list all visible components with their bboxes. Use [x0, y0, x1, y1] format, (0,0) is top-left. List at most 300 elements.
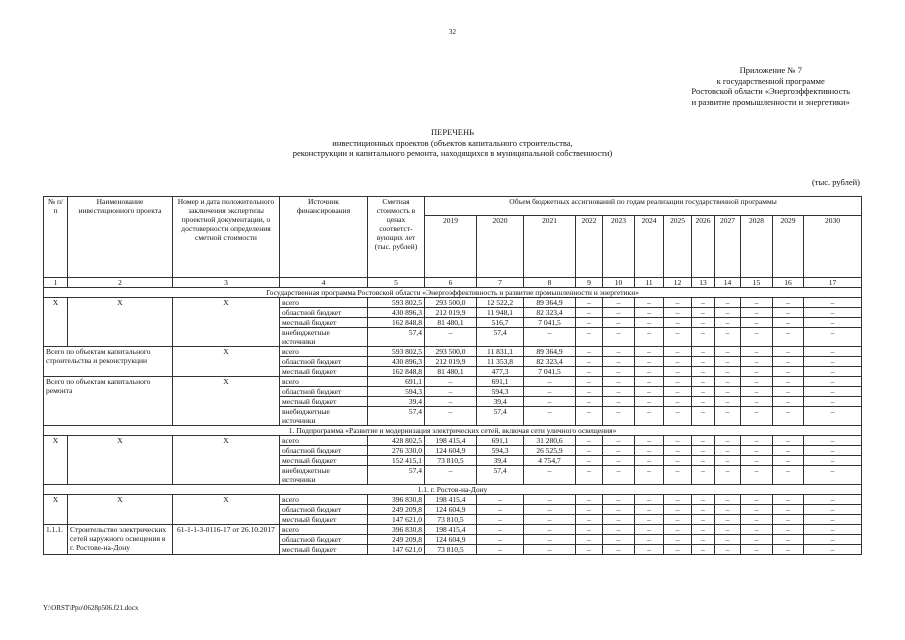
column-number: 3 [173, 278, 280, 288]
year-value: – [635, 495, 664, 505]
year-value: – [576, 545, 603, 555]
year-value: – [425, 466, 477, 485]
year-value: – [715, 545, 741, 555]
year-value: – [741, 377, 773, 387]
year-value: – [773, 515, 804, 525]
year-value: – [715, 456, 741, 466]
year-value: – [524, 535, 576, 545]
year-value: – [804, 436, 862, 446]
year-value: – [692, 318, 715, 328]
year-value: – [603, 397, 635, 407]
expert-conclusion: Х [173, 298, 280, 347]
page-number: 32 [449, 28, 456, 36]
year-value: – [741, 367, 773, 377]
year-value: – [804, 377, 862, 387]
project-name: Всего по объектам капитального строительства и реконструкции [44, 347, 173, 377]
header-name: Наименование инвестиционного проекта [68, 197, 173, 278]
year-value: 73 810,5 [425, 515, 477, 525]
year-value: – [804, 357, 862, 367]
year-value: – [773, 545, 804, 555]
year-value: – [524, 397, 576, 407]
year-value: – [773, 367, 804, 377]
column-number: 14 [715, 278, 741, 288]
column-number: 11 [635, 278, 664, 288]
year-value: – [741, 347, 773, 357]
year-value: 293 500,0 [425, 298, 477, 308]
year-value: 82 323,4 [524, 357, 576, 367]
year-value: – [635, 515, 664, 525]
table-row [44, 377, 862, 387]
year-value: – [425, 407, 477, 426]
year-value: – [715, 357, 741, 367]
year-value: 212 019,9 [425, 357, 477, 367]
section-heading-row [44, 288, 862, 298]
year-value: – [524, 545, 576, 555]
year-value: 26 525,9 [524, 446, 576, 456]
year-value: – [524, 515, 576, 525]
appendix-line: Ростовской области «Энергоэффективность [691, 86, 850, 96]
year-value: – [804, 535, 862, 545]
year-value: – [804, 456, 862, 466]
year-value: 12 522,2 [477, 298, 524, 308]
column-number: 2 [68, 278, 173, 288]
year-value: – [804, 446, 862, 456]
year-value: – [603, 328, 635, 347]
year-value: – [603, 387, 635, 397]
header-year: 2020 [477, 216, 524, 278]
table-row [44, 525, 862, 535]
year-value: – [664, 545, 692, 555]
year-value: – [664, 407, 692, 426]
year-value: – [477, 495, 524, 505]
header-source: Источник финансирования [280, 197, 368, 278]
year-value: 81 480,1 [425, 367, 477, 377]
section-heading: 1.1. г. Ростов-на-Дону [44, 485, 862, 495]
year-value: – [425, 328, 477, 347]
year-value: 124 604,9 [425, 535, 477, 545]
year-value: – [741, 525, 773, 535]
year-value: – [804, 407, 862, 426]
year-value: – [804, 495, 862, 505]
year-value: – [741, 318, 773, 328]
year-value: – [524, 525, 576, 535]
year-value: – [804, 347, 862, 357]
year-value: – [773, 436, 804, 446]
expert-conclusion: Х [173, 377, 280, 426]
estimated-cost: 428 802,5 [368, 436, 425, 446]
estimated-cost: 162 848,8 [368, 367, 425, 377]
table-body [44, 278, 862, 555]
year-value: – [804, 328, 862, 347]
year-value: – [576, 535, 603, 545]
year-value: – [477, 505, 524, 515]
year-value: – [773, 495, 804, 505]
year-value: – [692, 545, 715, 555]
estimated-cost: 39,4 [368, 397, 425, 407]
year-value: – [477, 525, 524, 535]
project-name: Строительство электрических сетей наружного освещения в г. Ростове-на-Дону [68, 525, 173, 555]
header-year: 2030 [804, 216, 862, 278]
year-value: – [524, 407, 576, 426]
year-value: – [425, 387, 477, 397]
header-year: 2019 [425, 216, 477, 278]
year-value: 7 041,5 [524, 318, 576, 328]
section-heading: Государственная программа Ростовской области «Энергоэффективность и развитие промышленности и энергетики» [44, 288, 862, 298]
year-value: – [715, 466, 741, 485]
header-cost: Сметная стоимость в ценах соответст-вующих лет (тыс. рублей) [368, 197, 425, 278]
year-value: 11 831,1 [477, 347, 524, 357]
year-value: – [524, 505, 576, 515]
year-value: – [524, 495, 576, 505]
estimated-cost: 147 621,0 [368, 515, 425, 525]
year-value: – [477, 535, 524, 545]
year-value: – [804, 515, 862, 525]
column-number: 15 [741, 278, 773, 288]
year-value: – [635, 407, 664, 426]
funding-source: областной бюджет [280, 308, 368, 318]
estimated-cost: 430 896,3 [368, 308, 425, 318]
year-value: – [804, 318, 862, 328]
year-value: – [741, 357, 773, 367]
header-num: № п/п [44, 197, 68, 278]
funding-source: всего [280, 436, 368, 446]
year-value: – [692, 466, 715, 485]
year-value: – [635, 436, 664, 446]
appendix-line: и развитие промышленности и энергетики» [691, 96, 850, 107]
estimated-cost: 152 415,1 [368, 456, 425, 466]
year-value: 7 041,5 [524, 367, 576, 377]
year-value: – [692, 495, 715, 505]
funding-source: областной бюджет [280, 357, 368, 367]
year-value: – [664, 367, 692, 377]
header-year: 2027 [715, 216, 741, 278]
year-value: – [692, 377, 715, 387]
year-value: – [603, 367, 635, 377]
project-number: 1.1.1. [44, 525, 68, 555]
column-number: 10 [603, 278, 635, 288]
year-value: – [773, 525, 804, 535]
year-value: – [692, 387, 715, 397]
funding-source: областной бюджет [280, 387, 368, 397]
year-value: – [741, 397, 773, 407]
year-value: – [773, 347, 804, 357]
year-value: – [741, 308, 773, 318]
estimated-cost: 691,1 [368, 377, 425, 387]
year-value: – [773, 377, 804, 387]
year-value: – [576, 525, 603, 535]
year-value: – [715, 347, 741, 357]
year-value: – [635, 387, 664, 397]
year-value: – [773, 318, 804, 328]
year-value: – [603, 505, 635, 515]
year-value: – [804, 466, 862, 485]
year-value: – [603, 545, 635, 555]
year-value: – [715, 495, 741, 505]
project-name: Х [68, 298, 173, 347]
year-value: – [664, 397, 692, 407]
year-value: – [773, 328, 804, 347]
year-value: – [635, 397, 664, 407]
column-number: 4 [280, 278, 368, 288]
year-value: – [603, 298, 635, 308]
year-value: – [692, 367, 715, 377]
year-value: – [692, 456, 715, 466]
column-number: 12 [664, 278, 692, 288]
header-year: 2021 [524, 216, 576, 278]
year-value: 11 948,1 [477, 308, 524, 318]
estimated-cost: 276 330,0 [368, 446, 425, 456]
year-value: – [692, 535, 715, 545]
year-value: 198 415,4 [425, 436, 477, 446]
funding-source: местный бюджет [280, 515, 368, 525]
year-value: – [804, 397, 862, 407]
year-value: – [773, 407, 804, 426]
column-number: 13 [692, 278, 715, 288]
year-value: – [664, 347, 692, 357]
year-value: – [804, 505, 862, 515]
year-value: – [773, 505, 804, 515]
year-value: – [576, 357, 603, 367]
year-value: – [603, 535, 635, 545]
header-year: 2026 [692, 216, 715, 278]
year-value: – [664, 525, 692, 535]
funding-source: всего [280, 298, 368, 308]
year-value: 31 280,6 [524, 436, 576, 446]
year-value: – [635, 357, 664, 367]
year-value: – [804, 525, 862, 535]
year-value: 57,4 [477, 328, 524, 347]
year-value: 57,4 [477, 466, 524, 485]
table-row [44, 298, 862, 308]
year-value: – [576, 397, 603, 407]
year-value: – [773, 446, 804, 456]
estimated-cost: 57,4 [368, 328, 425, 347]
year-value: 57,4 [477, 407, 524, 426]
file-path-footer: Y:\ORST\Ppo\0628p506.f21.docx [43, 604, 139, 612]
estimated-cost: 249 209,8 [368, 535, 425, 545]
title-line: реконструкции и капитального ремонта, находящихся в муниципальной собственности) [292, 148, 613, 158]
funding-source: всего [280, 495, 368, 505]
column-number: 5 [368, 278, 425, 288]
year-value: – [635, 298, 664, 308]
year-value: – [603, 525, 635, 535]
document-title [0, 127, 905, 159]
year-value: – [425, 377, 477, 387]
estimated-cost: 57,4 [368, 466, 425, 485]
funding-source: всего [280, 347, 368, 357]
year-value: – [715, 367, 741, 377]
year-value: – [603, 308, 635, 318]
year-value: 293 500,0 [425, 347, 477, 357]
year-value: – [576, 387, 603, 397]
year-value: – [664, 328, 692, 347]
expert-conclusion: 61-1-1-3-0116-17 от 26.10.2017 [173, 525, 280, 555]
year-value: 73 810,5 [425, 545, 477, 555]
project-name: Х [68, 495, 173, 525]
column-number: 16 [773, 278, 804, 288]
year-value: – [692, 298, 715, 308]
column-number: 17 [804, 278, 862, 288]
funding-source: областной бюджет [280, 505, 368, 515]
year-value: – [664, 436, 692, 446]
year-value: – [576, 367, 603, 377]
estimated-cost: 593 802,5 [368, 347, 425, 357]
funding-source: местный бюджет [280, 456, 368, 466]
year-value: – [576, 446, 603, 456]
year-value: – [576, 407, 603, 426]
year-value: – [692, 397, 715, 407]
year-value: – [664, 446, 692, 456]
year-value: – [741, 407, 773, 426]
year-value: – [576, 347, 603, 357]
funding-source: внебюджетные источники [280, 328, 368, 347]
year-value: 39,4 [477, 397, 524, 407]
year-value: – [603, 318, 635, 328]
funding-source: внебюджетные источники [280, 407, 368, 426]
year-value: – [664, 357, 692, 367]
year-value: – [635, 535, 664, 545]
table-row [44, 436, 862, 446]
header-year: 2028 [741, 216, 773, 278]
year-value: – [773, 535, 804, 545]
year-value: – [603, 357, 635, 367]
year-value: – [741, 328, 773, 347]
year-value: – [773, 387, 804, 397]
year-value: – [635, 318, 664, 328]
year-value: – [664, 308, 692, 318]
year-value: – [804, 387, 862, 397]
table-row [44, 495, 862, 505]
expert-conclusion: Х [173, 347, 280, 377]
section-heading-row [44, 485, 862, 495]
year-value: – [603, 436, 635, 446]
expert-conclusion: Х [173, 495, 280, 525]
funding-source: внебюджетные источники [280, 466, 368, 485]
year-value: – [477, 545, 524, 555]
year-value: – [692, 328, 715, 347]
year-value: – [773, 357, 804, 367]
section-heading-row [44, 426, 862, 436]
year-value: 691,1 [477, 377, 524, 387]
year-value: – [715, 387, 741, 397]
year-value: – [692, 505, 715, 515]
year-value: – [524, 387, 576, 397]
year-value: – [692, 308, 715, 318]
section-heading: 1. Подпрограмма «Развитие и модернизация электрических сетей, включая сети уличного освещения» [44, 426, 862, 436]
header-year: 2029 [773, 216, 804, 278]
column-number: 8 [524, 278, 576, 288]
year-value: 198 415,4 [425, 525, 477, 535]
year-value: – [804, 367, 862, 377]
year-value: 89 364,9 [524, 347, 576, 357]
year-value: – [603, 495, 635, 505]
header-year: 2025 [664, 216, 692, 278]
funding-source: всего [280, 377, 368, 387]
header-volume: Объем бюджетных ассигнований по годам реализации государственной программы [425, 197, 862, 216]
year-value: – [692, 347, 715, 357]
year-value: – [635, 377, 664, 387]
project-number: Х [44, 298, 68, 347]
funding-source: всего [280, 525, 368, 535]
year-value: – [715, 436, 741, 446]
year-value: – [773, 397, 804, 407]
year-value: – [715, 535, 741, 545]
year-value: – [715, 407, 741, 426]
year-value: – [576, 436, 603, 446]
year-value: – [692, 515, 715, 525]
year-value: – [576, 456, 603, 466]
year-value: – [603, 347, 635, 357]
year-value: – [425, 397, 477, 407]
year-value: – [603, 407, 635, 426]
year-value: – [635, 446, 664, 456]
title-line: инвестиционных проектов (объектов капитального строительства, [332, 137, 573, 148]
estimated-cost: 430 896,3 [368, 357, 425, 367]
year-value: – [576, 466, 603, 485]
funding-source: местный бюджет [280, 318, 368, 328]
year-value: – [603, 456, 635, 466]
year-value: – [524, 328, 576, 347]
year-value: – [576, 515, 603, 525]
year-value: – [664, 505, 692, 515]
estimated-cost: 594,3 [368, 387, 425, 397]
year-value: – [576, 328, 603, 347]
column-number: 7 [477, 278, 524, 288]
year-value: – [715, 377, 741, 387]
year-value: – [603, 446, 635, 456]
title-line: ПЕРЕЧЕНЬ [431, 127, 474, 137]
year-value: – [773, 308, 804, 318]
funding-source: местный бюджет [280, 545, 368, 555]
year-value: – [741, 436, 773, 446]
year-value: – [664, 466, 692, 485]
year-value: – [576, 298, 603, 308]
year-value: 198 415,4 [425, 495, 477, 505]
year-value: – [741, 298, 773, 308]
expert-conclusion: Х [173, 436, 280, 485]
year-value: – [635, 367, 664, 377]
year-value: – [804, 308, 862, 318]
year-value: – [635, 545, 664, 555]
year-value: – [715, 328, 741, 347]
year-value: – [664, 298, 692, 308]
year-value: – [477, 515, 524, 525]
estimated-cost: 396 830,8 [368, 495, 425, 505]
column-number: 6 [425, 278, 477, 288]
year-value: – [715, 397, 741, 407]
year-value: 82 323,4 [524, 308, 576, 318]
units-label: (тыс. рублей) [811, 177, 860, 187]
year-value: – [603, 515, 635, 525]
year-value: – [715, 308, 741, 318]
year-value: 691,1 [477, 436, 524, 446]
estimated-cost: 249 209,8 [368, 505, 425, 515]
year-value: – [664, 495, 692, 505]
year-value: – [715, 318, 741, 328]
year-value: – [664, 515, 692, 525]
year-value: – [664, 318, 692, 328]
year-value: – [715, 505, 741, 515]
year-value: – [773, 456, 804, 466]
year-value: – [664, 535, 692, 545]
year-value: 124 604,9 [425, 446, 477, 456]
year-value: 89 364,9 [524, 298, 576, 308]
year-value: – [804, 298, 862, 308]
year-value: – [692, 407, 715, 426]
column-numbers-row [44, 278, 862, 288]
funding-source: местный бюджет [280, 367, 368, 377]
column-number: 1 [44, 278, 68, 288]
